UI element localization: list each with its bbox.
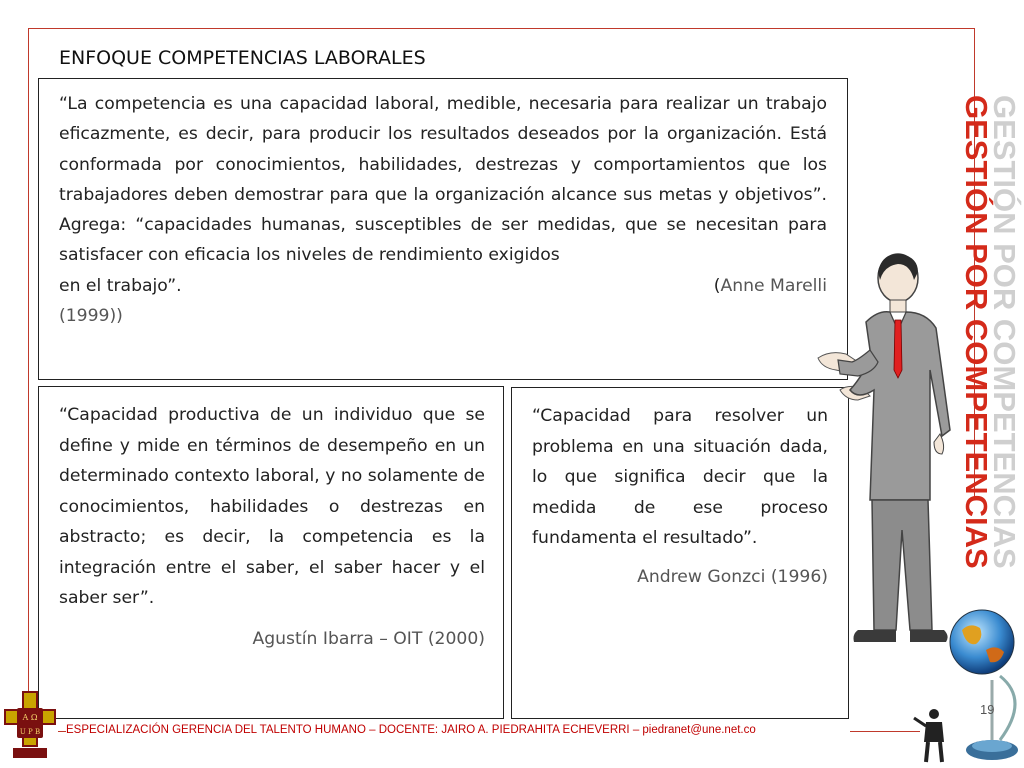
quote-last-line: en el trabajo”. xyxy=(59,275,182,296)
citation-gonzci: Andrew Gonzci (1996) xyxy=(637,566,828,587)
quote-text-gonzci: “Capacidad para resolver un problema en una situación dada, lo que significa decir que la medida de ese proceso fundamenta el resultado”. xyxy=(532,406,828,548)
citation-ibarra: Agustín Ibarra – OIT (2000) xyxy=(252,628,485,649)
footer-line-right xyxy=(850,731,920,732)
logo-bottom-letters: U P B xyxy=(19,728,41,736)
frame-top-line xyxy=(28,28,974,29)
citation-name: Anne Marelli xyxy=(720,275,827,296)
frame-left-line xyxy=(28,28,29,736)
small-presenter-icon xyxy=(912,706,952,764)
footer-line-left xyxy=(58,731,66,732)
citation-year-marelli: (1999)) xyxy=(59,306,123,327)
vertical-title-text: GESTIÓN POR COMPETENCIAS xyxy=(959,95,994,569)
vertical-title-shadow: GESTIÓN POR COMPETENCIAS xyxy=(987,95,1022,569)
presenter-figure-illustration xyxy=(818,250,960,645)
page-number: 19 xyxy=(980,702,995,717)
quote-box-ibarra xyxy=(38,386,504,719)
slide-title: ENFOQUE COMPETENCIAS LABORALES xyxy=(59,47,426,69)
quote-text-marelli: “La competencia es una capacidad laboral, medible, necesaria para realizar un trabajo eficazmente, es decir, para producir los resultados deseados por la organización. Está conformada por conocimientos, habilidades, destrezas y comportamientos que los trabajadores deben demostrar para que la organización alcance sus metas y objetivos”. Agrega: “capacidades humanas, susceptibles de ser medidas, que se necesitan para satisfacer con eficacia los niveles de rendimiento exigidos xyxy=(59,94,827,266)
university-logo xyxy=(3,690,57,760)
globe-illustration xyxy=(940,600,1024,768)
vertical-title-gestion xyxy=(950,95,1022,595)
citation-marelli xyxy=(714,271,827,301)
citation-paren: ( xyxy=(713,275,721,296)
quote-end-line xyxy=(59,271,827,301)
footer-text: ESPECIALIZACIÓN GERENCIA DEL TALENTO HUMANO – DOCENTE: JAIRO A. PIEDRAHITA ECHEVERRI – piedranet@une.net.co xyxy=(66,724,756,736)
logo-top-letters: A Ω xyxy=(22,713,38,722)
quote-box-marelli xyxy=(38,78,848,380)
quote-box-gonzci xyxy=(511,387,849,719)
quote-text-ibarra: “Capacidad productiva de un individuo que se define y mide en términos de desempeño en un determinado contexto laboral, y no solamente de conocimientos, habilidades o destrezas en abstracto; es decir, la competencia es la integración entre el saber, el saber hacer y el saber ser”. xyxy=(59,405,485,608)
